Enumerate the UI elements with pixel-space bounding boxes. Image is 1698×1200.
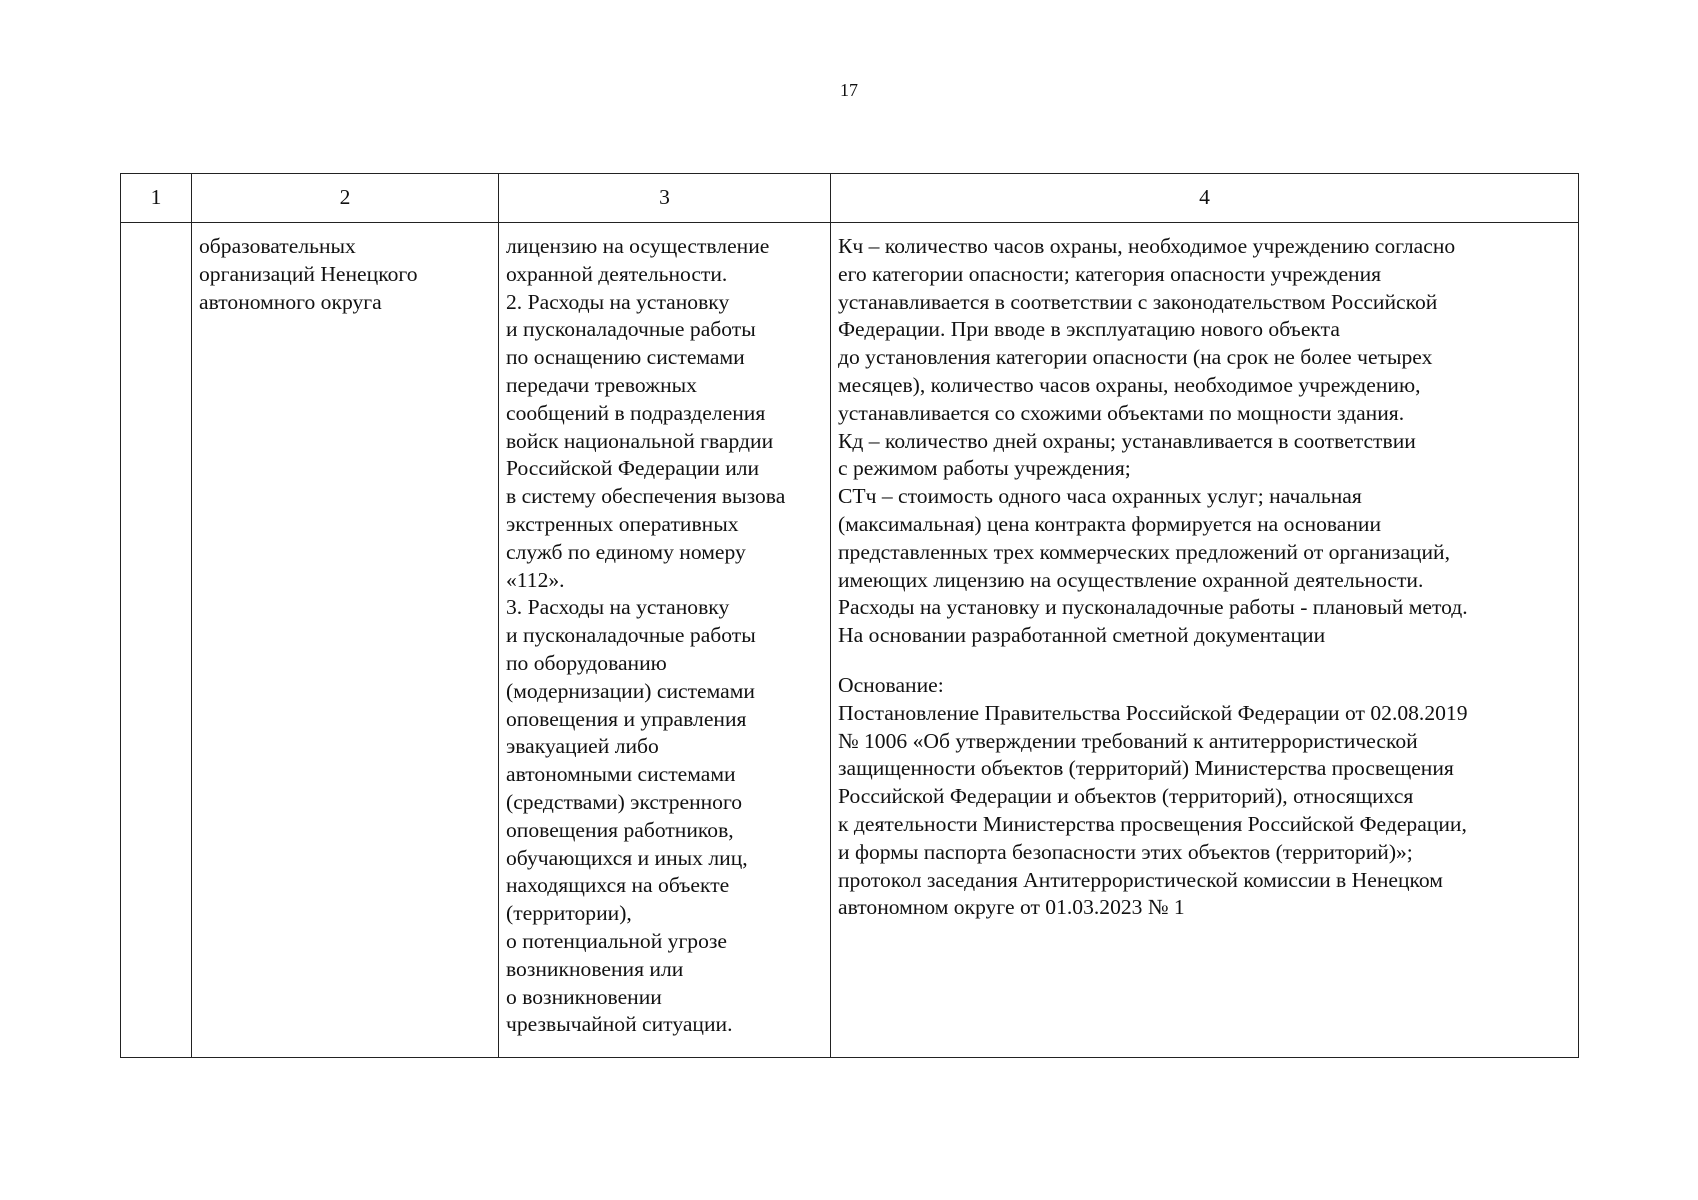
text-line: находящихся на объекте: [506, 873, 730, 898]
text-line: по оснащению системами: [506, 345, 745, 370]
text-line: 3. Расходы на установку: [506, 595, 730, 620]
column-header-4: 4: [831, 174, 1579, 223]
cell-col-1: [121, 223, 192, 1058]
text-line: (средствами) экстренного: [506, 789, 743, 814]
text-line: автономного округа: [199, 289, 382, 314]
cell-col-3: [499, 223, 831, 1058]
cell-col-2: [192, 223, 499, 1058]
text-line: защищенности объектов (территорий) Министерства просвещения: [838, 756, 1454, 781]
table-header-row: [121, 174, 1579, 223]
text-line: образовательных: [199, 234, 356, 258]
table-row: [121, 223, 1579, 1058]
text-line: по оборудованию: [506, 650, 667, 675]
text-line: 2. Расходы на установку: [506, 289, 730, 314]
text-line: в систему обеспечения вызова: [506, 484, 786, 509]
text-line: имеющих лицензию на осуществление охранной деятельности.: [838, 567, 1424, 592]
text-line: к деятельности Министерства просвещения Российской Федерации,: [838, 811, 1467, 836]
text-line: Кд – количество дней охраны; устанавливается в соответствии: [838, 428, 1416, 453]
cell-col-2-text: [199, 233, 492, 316]
text-line: и формы паспорта безопасности этих объектов (территорий)»;: [838, 839, 1413, 864]
text-line: с режимом работы учреждения;: [838, 456, 1131, 481]
text-line: войск национальной гвардии: [506, 428, 774, 453]
text-line: (максимальная) цена контракта формируется на основании: [838, 511, 1382, 536]
paragraph-gap: [838, 650, 1572, 672]
text-line: сообщений в подразделения: [506, 400, 766, 425]
text-line: Кч – количество часов охраны, необходимое учреждению согласно: [838, 234, 1456, 258]
text-line: его категории опасности; категория опасности учреждения: [838, 261, 1382, 286]
text-line: чрезвычайной ситуации.: [506, 1012, 733, 1037]
text-line: СТч – стоимость одного часа охранных услуг; начальная: [838, 484, 1362, 509]
text-line: Основание:: [838, 672, 944, 697]
text-line: Российской Федерации или: [506, 456, 760, 481]
page-number: 17: [840, 80, 858, 100]
column-header-3: 3: [499, 174, 831, 223]
text-line: Расходы на установку и пусконаладочные работы - плановый метод.: [838, 595, 1468, 620]
column-header-1: 1: [121, 174, 192, 223]
text-line: лицензию на осуществление: [506, 234, 770, 258]
text-line: Постановление Правительства Российской Федерации от 02.08.2019: [838, 700, 1468, 725]
text-line: месяцев), количество часов охраны, необходимое учреждению,: [838, 372, 1421, 397]
text-line: до установления категории опасности (на срок не более четырех: [838, 345, 1433, 370]
text-line: представленных трех коммерческих предложений от организаций,: [838, 539, 1450, 564]
text-line: служб по единому номеру: [506, 539, 746, 564]
text-line: и пусконаладочные работы: [506, 317, 756, 342]
text-line: Федерации. При вводе в эксплуатацию нового объекта: [838, 317, 1340, 342]
text-line: На основании разработанной сметной документации: [838, 623, 1326, 648]
text-line: обучающихся и иных лиц,: [506, 845, 748, 870]
column-header-2: 2: [192, 174, 499, 223]
text-line: эвакуацией либо: [506, 734, 659, 759]
text-line: экстренных оперативных: [506, 511, 739, 536]
text-line: устанавливается со схожими объектами по мощности здания.: [838, 400, 1405, 425]
document-table: [120, 173, 1579, 1058]
text-line: передачи тревожных: [506, 372, 697, 397]
text-line: оповещения и управления: [506, 706, 747, 731]
text-line: оповещения работников,: [506, 817, 734, 842]
cell-col-4-method-text: [838, 233, 1572, 650]
text-line: № 1006 «Об утверждении требований к антитеррористической: [838, 728, 1418, 753]
text-line: охранной деятельности.: [506, 261, 728, 286]
text-line: организаций Ненецкого: [199, 261, 418, 286]
text-line: автономном округе от 01.03.2023 № 1: [838, 895, 1185, 920]
text-line: протокол заседания Антитеррористической комиссии в Ненецком: [838, 867, 1443, 892]
cell-col-3-text: [506, 233, 824, 1039]
text-line: возникновения или: [506, 956, 684, 981]
text-line: устанавливается в соответствии с законодательством Российской: [838, 289, 1438, 314]
text-line: Российской Федерации и объектов (территорий), относящихся: [838, 784, 1414, 809]
cell-col-4: [831, 223, 1579, 1058]
text-line: (территории),: [506, 901, 632, 926]
text-line: о возникновении: [506, 984, 662, 1009]
text-line: «112».: [506, 567, 565, 592]
text-line: (модернизации) системами: [506, 678, 755, 703]
cell-col-4-basis-text: [838, 672, 1572, 922]
text-line: автономными системами: [506, 762, 736, 787]
text-line: о потенциальной угрозе: [506, 928, 728, 953]
text-line: и пусконаладочные работы: [506, 623, 756, 648]
